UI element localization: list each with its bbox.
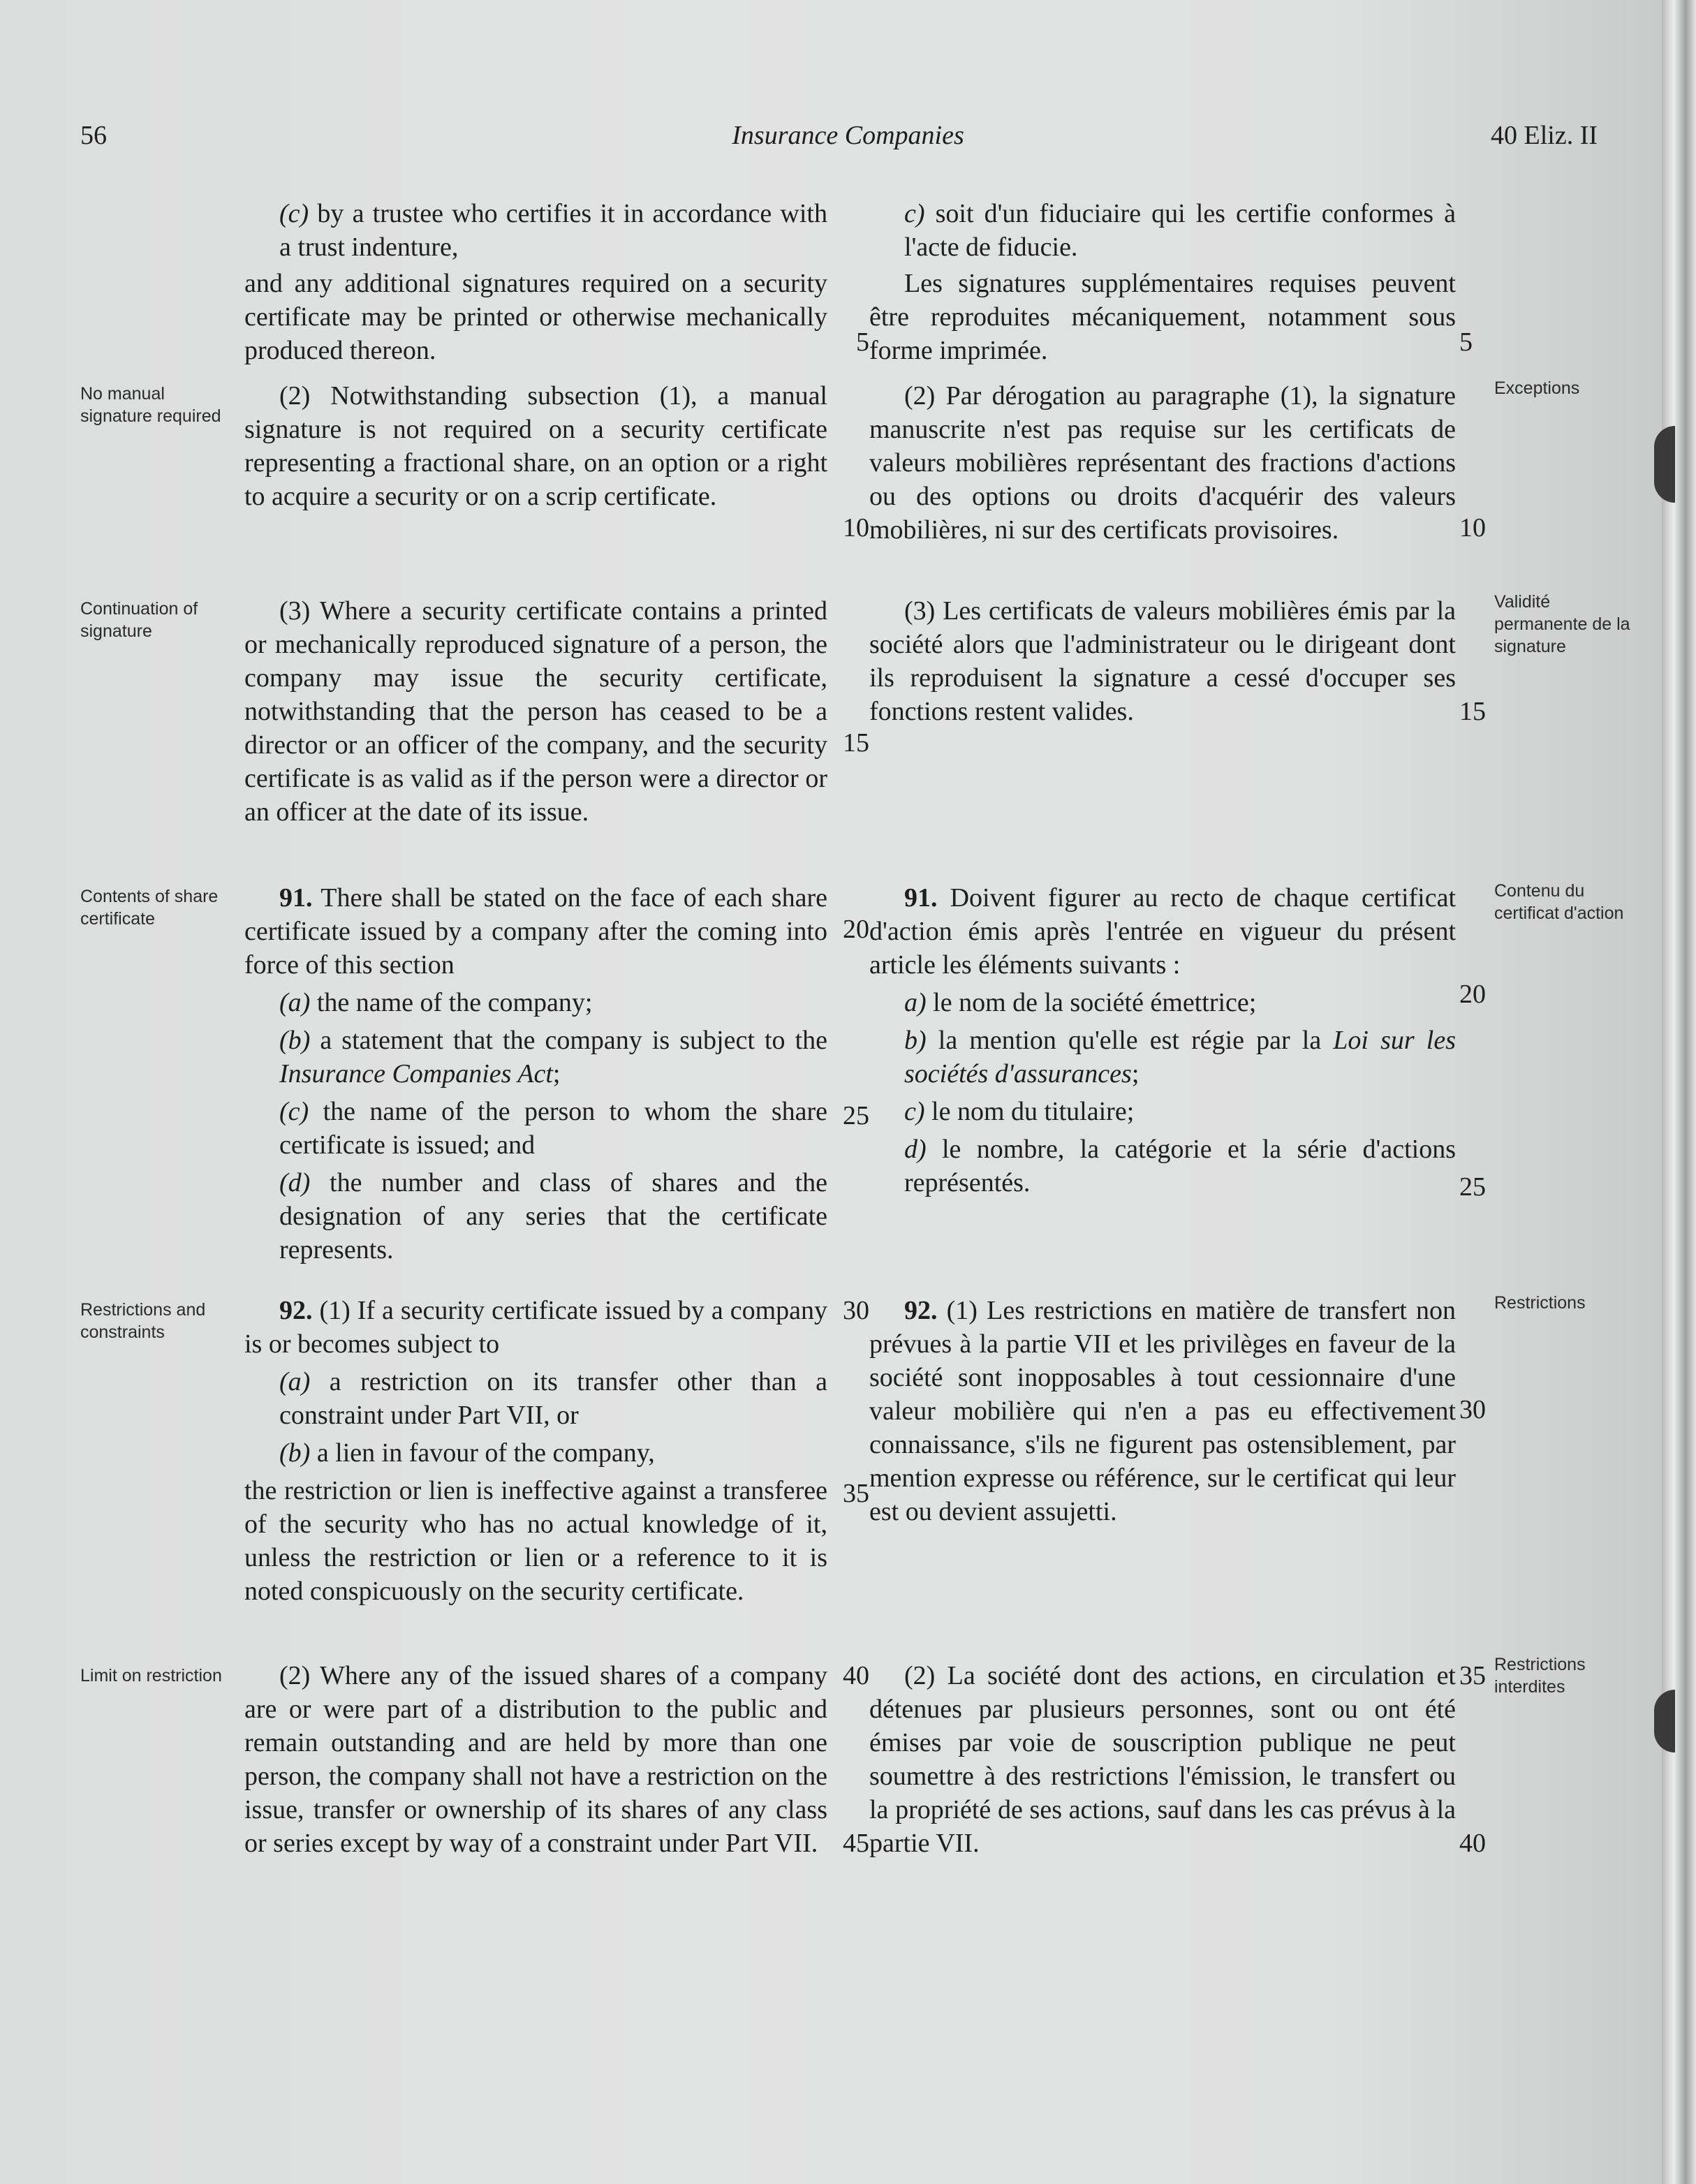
en-s92-2-text: (2) Where any of the issued shares of a company are or were part of a distribution to the public and remain outstanding and are held by more than one person, the company shall not have a restriction on the issue, transfer or ownership of its shares of any class or series except by way of a constraint under Part VII. <box>244 1661 827 1858</box>
act-title: Insurance Companies Act <box>279 1059 553 1089</box>
item-label: (b) <box>279 1438 311 1468</box>
en-section-92 <box>244 1294 827 1608</box>
line-number: 25 <box>843 1101 869 1130</box>
fr-s92-text: (1) Les restrictions en matière de transfert non prévues à la partie VII et les privilèges en faveur de la société sont inopposables à tout cessionnaire d'une valeur mobilière qui n'en a pas eu effectivement connaissance, s'ils ne figurent pas ostensiblement, par mention expresse ou référence, sur le certificat qui leur est ou devient assujetti. <box>869 1296 1457 1526</box>
margin-note-validite: Validité permanente de la signature <box>1494 592 1630 656</box>
en-s92-tail-text: the restriction or lien is ineffective against a transferee of the security who has no actual knowledge of it, unless the restriction or lien or a reference to it is noted conspicuously on the security certificate. <box>244 1476 827 1606</box>
en-s91-text: There shall be stated on the face of each share certificate issued by a company after the coming into force of this section <box>244 883 827 980</box>
item-label: b) <box>904 1026 927 1055</box>
margin-note-exceptions: Exceptions <box>1494 378 1580 398</box>
section-number: 92. <box>904 1296 938 1325</box>
margin-note-limit: Limit on restriction <box>80 1666 222 1685</box>
en-s91b-text: a statement that the company is subject to the <box>320 1026 827 1055</box>
fr-s2-text: (2) Par dérogation au paragraphe (1), la signature manuscrite n'est pas requise sur les certificats de valeurs mobilières représentant des fractions d'actions ou des options ou droits d'acquérir des valeurs mobilières, ni sur des certificats provisoires. <box>869 381 1456 545</box>
item-label: (a) <box>279 988 311 1017</box>
en-subsection-2 <box>244 379 827 513</box>
line-number: 20 <box>1459 980 1486 1009</box>
section-number: 92. <box>279 1296 313 1325</box>
item-label: (b) <box>279 1026 311 1055</box>
margin-note-interdites: Restrictions interdites <box>1494 1655 1586 1697</box>
item-label: (a) <box>279 1367 311 1396</box>
en-subsection-3 <box>244 594 827 829</box>
item-label: d) <box>904 1135 927 1164</box>
binder-tab <box>1654 426 1675 503</box>
section-number: 91. <box>904 883 938 913</box>
binder-tab <box>1654 1690 1675 1753</box>
line-number: 10 <box>843 513 869 543</box>
margin-note-restrictions-fr: Restrictions <box>1494 1293 1586 1313</box>
act-title: Loi sur les sociétés d'assurances <box>904 1026 1456 1089</box>
fr-section-91 <box>869 881 1456 1200</box>
line-number: 35 <box>843 1479 869 1508</box>
en-s2-text: (2) Notwithstanding subsection (1), a manual signature is not required on a security certificate representing a fractional share, on an option or a right to acquire a security or on a scrip certificate. <box>244 381 827 511</box>
item-label: c) <box>904 1097 925 1126</box>
fr-s91d-text: le nombre, la catégorie et la série d'actions représentés. <box>904 1135 1456 1197</box>
en-c-trustee-text: by a trustee who certifies it in accordance with a trust indenture, <box>279 199 827 262</box>
fr-s91-text: Doivent figurer au recto de chaque certificat d'action émis après l'entrée en vigueur du présent article les éléments suivants : <box>869 883 1457 980</box>
line-number: 20 <box>843 915 869 944</box>
en-s3-text: (3) Where a security certificate contains a printed or mechanically reproduced signature of a person, the company may issue the security certificate, notwithstanding that the person has ceased to be a director or an officer of the company, and the security certificate is as valid as if the person were a director or an officer at the date of its issue. <box>244 596 827 827</box>
fr-s92-2-text: (2) La société dont des actions, en circulation et détenues par plusieurs personnes, sont ou ont été émises par voie de souscription publique ne peut soumettre à des restrictions l'émission, le transfert ou la propriété de ses actions, sauf dans les cas prévus à la partie VII. <box>869 1661 1456 1858</box>
line-number: 5 <box>856 327 869 357</box>
fr-supplementaires-text: Les signatures supplémentaires requises peuvent être reproduites mécaniquement, notamment sous forme imprimée. <box>869 269 1456 365</box>
page-title: Insurance Companies <box>732 121 964 150</box>
en-s91d-text: the number and class of shares and the designation of any series that the certificate represents. <box>279 1168 827 1264</box>
line-number: 15 <box>1459 697 1486 726</box>
punctuation: ; <box>1131 1059 1140 1089</box>
punctuation: ; <box>552 1059 561 1089</box>
en-s92b-text: a lien in favour of the company, <box>316 1438 655 1468</box>
fr-s3-text: (3) Les certificats de valeurs mobilières émis par la société alors que l'administrateur ou le dirigeant dont ils reproduisent la signature a cessé d'occuper ses fonctions restent valides. <box>869 596 1456 726</box>
margin-note-contents: Contents of share certificate <box>80 887 219 929</box>
en-s91c-text: the name of the person to whom the share certificate is issued; and <box>279 1097 828 1160</box>
page-number: 56 <box>80 121 107 150</box>
fr-supplementaires <box>869 267 1456 367</box>
item-label: (c) <box>279 199 309 228</box>
fr-c-text: soit d'un fiduciaire qui les certifie conformes à l'acte de fiducie. <box>904 199 1457 262</box>
en-additional <box>244 267 827 367</box>
line-number: 25 <box>1459 1172 1486 1202</box>
fr-para-c <box>869 197 1456 264</box>
regnal-year: 40 Eliz. II <box>1491 121 1598 150</box>
fr-s91b-text: la mention qu'elle est régie par la <box>938 1026 1322 1055</box>
fr-s91a-text: le nom de la société émettrice; <box>933 988 1257 1017</box>
en-para-c <box>244 197 827 264</box>
en-additional-text: and any additional signatures required on a security certificate may be printed or otherwise mechanically produced thereon. <box>244 269 827 365</box>
line-number: 10 <box>1459 513 1486 543</box>
line-number: 30 <box>1459 1395 1486 1424</box>
en-s91a-text: the name of the company; <box>316 988 593 1017</box>
fr-subsection-3 <box>869 594 1456 728</box>
line-number: 15 <box>843 728 869 758</box>
fr-s91c-text: le nom du titulaire; <box>931 1097 1135 1126</box>
fr-section-92 <box>869 1294 1456 1528</box>
item-label: (d) <box>279 1168 311 1197</box>
margin-note-restrictions: Restrictions and constraints <box>80 1300 206 1342</box>
en-section-92-2 <box>244 1659 827 1860</box>
item-label: (c) <box>279 1097 309 1126</box>
margin-note-no-manual-signature: No manual signature required <box>80 384 221 426</box>
fr-section-92-2 <box>869 1659 1456 1860</box>
item-label: c) <box>904 199 925 228</box>
section-number: 91. <box>279 883 313 913</box>
en-s92-text: (1) If a security certificate issued by a company is or becomes subject to <box>244 1296 827 1359</box>
line-number: 30 <box>843 1296 869 1325</box>
line-number: 40 <box>843 1661 869 1690</box>
page-edge <box>1662 0 1696 2184</box>
en-s92a-text: a restriction on its transfer other than a constraint under Part VII, or <box>279 1367 827 1430</box>
en-section-91 <box>244 881 827 1267</box>
margin-note-continuation: Continuation of signature <box>80 599 198 641</box>
margin-note-contenu: Contenu du certificat d'action <box>1494 881 1624 923</box>
line-number: 40 <box>1459 1829 1486 1858</box>
line-number: 45 <box>843 1829 869 1858</box>
line-number: 5 <box>1459 327 1473 357</box>
item-label: a) <box>904 988 927 1017</box>
fr-subsection-2 <box>869 379 1456 547</box>
line-number: 35 <box>1459 1661 1486 1690</box>
